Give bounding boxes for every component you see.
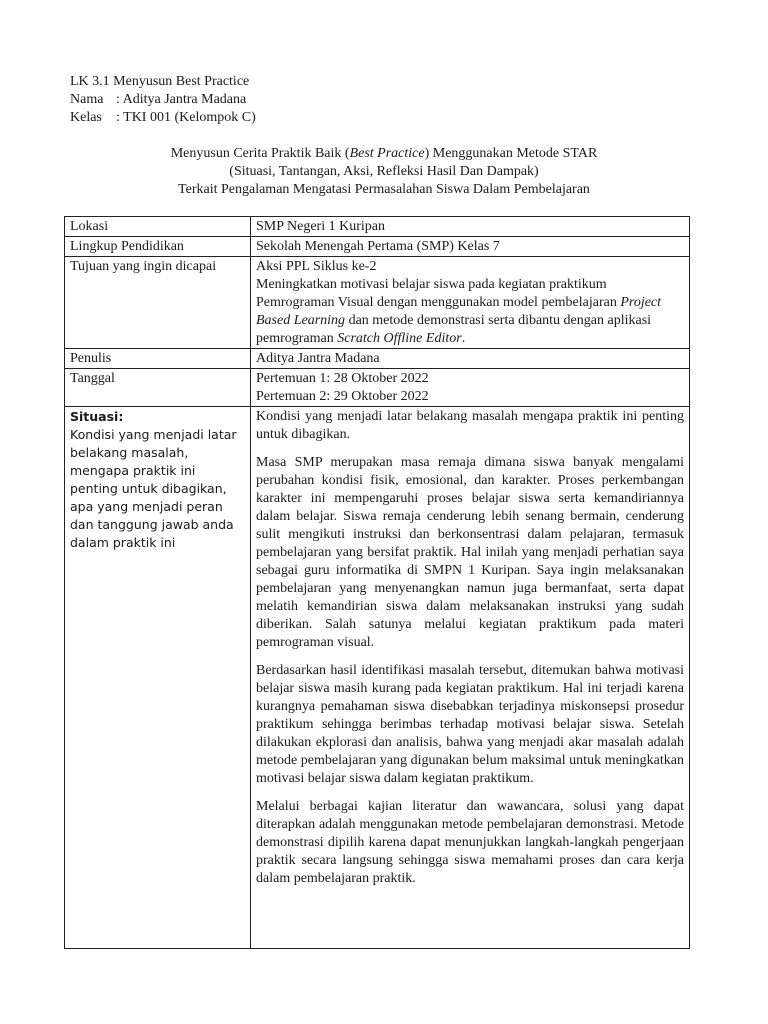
tanggal-2: Pertemuan 2: 29 Oktober 2022 <box>256 389 429 404</box>
lingkup-value: Sekolah Menengah Pertama (SMP) Kelas 7 <box>251 237 690 257</box>
situasi-content <box>251 407 690 949</box>
tujuan-value <box>251 257 690 349</box>
doc-title: LK 3.1 Menyusun Best Practice <box>70 74 250 89</box>
title-line-1 <box>0 145 768 163</box>
situasi-paragraph: Melalui berbagai kajian literatur dan wawancara, solusi yang dapat diterapkan adalah menggunakan metode pembelajaran demonstrasi. Metode demonstrasi dipilih karena dapat menunjukkan langkah-langkah pengerjaan praktik secara langsung sehingga siswa memahami proses dan cara kerja dalam pembelajaran praktik. <box>256 799 684 886</box>
tujuan-text-c: . <box>461 331 466 346</box>
situasi-paragraph: Berdasarkan hasil identifikasi masalah tersebut, ditemukan bahwa motivasi belajar siswa masih kurang pada kegiatan praktikum. Hal ini terjadi karena kurangnya pemahaman siswa disebabkan terjadinya miskonsepsi prosedur praktikum sehingga berimbas terhadap motivasi belajar siswa. Setelah dilakukan ekplorasi dan analisis, bahwa yang menjadi akar masalah adalah metode pembelajaran yang digunakan belum maksimal untuk meningkatkan motivasi belajar siswa dalam kegiatan praktikum. <box>256 663 684 786</box>
situasi-paragraph: Kondisi yang menjadi latar belakang masalah mengapa praktik ini penting untuk dibagikan. <box>256 409 684 442</box>
lingkup-label: Lingkup Pendidikan <box>65 237 251 257</box>
tujuan-line-1: Aksi PPL Siklus ke-2 <box>256 259 377 274</box>
title-line-1-pre: Menyusun Cerita Praktik Baik ( <box>170 146 350 161</box>
name-row <box>70 91 256 109</box>
title-line-2: (Situasi, Tantangan, Aksi, Refleksi Hasil Dan Dampak) <box>229 164 539 179</box>
tujuan-label: Tujuan yang ingin dicapai <box>65 257 251 349</box>
best-practice-table <box>64 216 690 949</box>
lokasi-label: Lokasi <box>65 217 251 237</box>
tujuan-em-a: Project Based Learning <box>256 295 662 328</box>
situasi-label-cell <box>65 407 251 949</box>
tujuan-em-b: Scratch Offline Editor <box>337 331 462 346</box>
tujuan-text-b: dan metode demonstrasi serta dibantu dengan aplikasi pemrograman <box>256 313 652 346</box>
situasi-heading: Situasi: <box>70 409 124 424</box>
row-tujuan <box>65 257 690 349</box>
row-penulis <box>65 349 690 369</box>
situasi-paragraph: Masa SMP merupakan masa remaja dimana siswa banyak mengalami perubahan kondisi fisik, emosional, dan karakter. Proses perkembangan karakter ini mempengaruhi proses belajar siswa serta kemandiriannya dalam belajar. Siswa remaja cenderung lebih senang bermain, cenderung sulit mengikuti instruksi dan berkonsentrasi dalam pelajaran, termasuk pembelajaran yang bersifat praktik. Hal inilah yang menjadi perhatian saya sebagai guru informatika di SMPN 1 Kuripan. Saya ingin melaksanakan pembelajaran yang menyenangkan namun juga bermanfaat, serta dapat melatih kemandirian siswa dalam melaksanakan instruksi yang sudah diberikan. Salah satunya melalui kegiatan praktikum pada materi pemrograman visual. <box>256 455 684 650</box>
row-situasi <box>65 407 690 949</box>
row-lokasi <box>65 217 690 237</box>
name-label: Nama <box>70 92 104 107</box>
lokasi-value: SMP Negeri 1 Kuripan <box>251 217 690 237</box>
row-tanggal <box>65 369 690 407</box>
tanggal-label: Tanggal <box>65 369 251 407</box>
situasi-desc: Kondisi yang menjadi latar belakang masalah, mengapa praktik ini penting untuk dibagikan, apa yang menjadi peran dan tanggung jawab anda dalam praktik ini <box>70 427 237 550</box>
title-line-3: Terkait Pengalaman Mengatasi Permasalahan Siswa Dalam Pembelajaran <box>178 182 590 197</box>
title-line-1-post: ) Menggunakan Metode STAR <box>424 146 598 161</box>
class-value: : TKI 001 (Kelompok C) <box>116 110 256 125</box>
title-line-1-em: Best Practice <box>349 146 425 161</box>
row-lingkup <box>65 237 690 257</box>
tanggal-1: Pertemuan 1: 28 Oktober 2022 <box>256 371 429 386</box>
class-label: Kelas <box>70 110 102 125</box>
page-title <box>0 145 768 199</box>
class-row <box>70 109 256 127</box>
name-value: : Aditya Jantra Madana <box>116 92 247 107</box>
tanggal-value <box>251 369 690 407</box>
penulis-label: Penulis <box>65 349 251 369</box>
tujuan-text-a: Meningkatkan motivasi belajar siswa pada kegiatan praktikum Pemrograman Visual dengan menggunakan model pembelajaran <box>256 277 621 310</box>
penulis-value: Aditya Jantra Madana <box>251 349 690 369</box>
document-header <box>70 73 256 127</box>
